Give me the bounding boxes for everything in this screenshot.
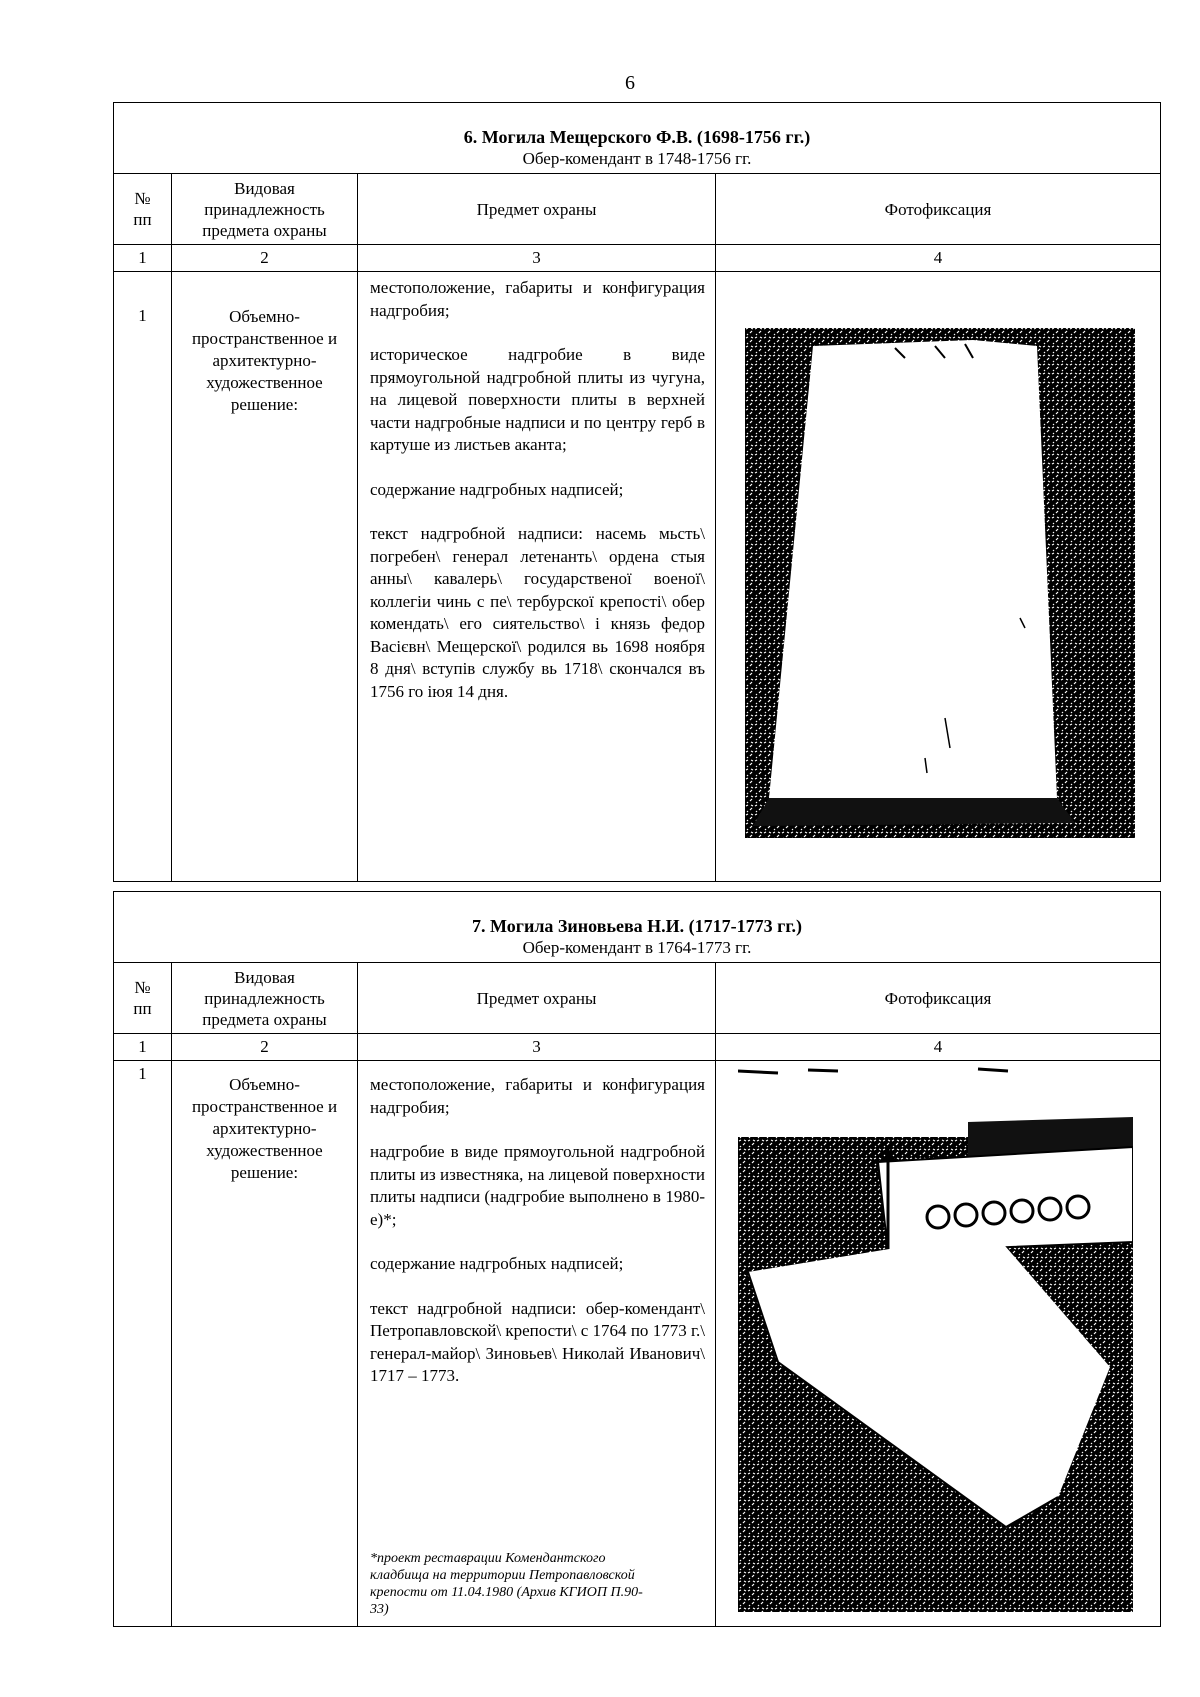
subject-paragraph: местоположение, габариты и конфигурация надгробия; — [370, 1075, 705, 1117]
photo-cell — [716, 272, 1161, 882]
col-header-subject: Предмет охраны — [358, 174, 716, 245]
col-number: 4 — [716, 1034, 1161, 1061]
row-number: 1 — [114, 272, 172, 882]
row-number: 1 — [114, 1061, 172, 1627]
col-number: 4 — [716, 245, 1161, 272]
section-title: 6. Могила Мещерского Ф.В. (1698-1756 гг.) — [463, 127, 811, 147]
section-title: 7. Могила Зиновьева Н.И. (1717-1773 гг.) — [472, 916, 802, 936]
subject-paragraph: местоположение, габариты и конфигурация надгробия; — [370, 278, 705, 320]
col-number: 1 — [114, 1034, 172, 1061]
footnote: *проект реставрации Комендантского кладбища на территории Петропавловской крепости от 11.04.1980 (Архив КГИОП П.90-33) — [370, 1551, 643, 1617]
col-header-kind: Видовая принадлежность предмета охраны — [172, 963, 358, 1034]
col-header-num: № пп — [114, 174, 172, 245]
subject-paragraph: надгробие в виде прямоугольной надгробной плиты из известняка, на лицевой поверхности плиты надписи (надгробие выполнено в 1980-е)*; — [370, 1142, 705, 1229]
subject-paragraph: содержание надгробных надписей; — [370, 479, 624, 499]
col-number: 2 — [172, 245, 358, 272]
col-number: 3 — [358, 245, 716, 272]
grave-photo-image — [738, 1067, 1133, 1612]
protection-subject — [358, 272, 716, 882]
col-number: 2 — [172, 1034, 358, 1061]
grave-table-7 — [113, 891, 1161, 1627]
photo-cell — [716, 1061, 1161, 1627]
subject-paragraph: содержание надгробных надписей; — [370, 1254, 624, 1273]
col-number: 1 — [114, 245, 172, 272]
col-header-subject: Предмет охраны — [358, 963, 716, 1034]
col-header-num: № пп — [114, 963, 172, 1034]
col-header-kind: Видовая принадлежность предмета охраны — [172, 174, 358, 245]
col-number: 3 — [358, 1034, 716, 1061]
col-header-photo: Фотофиксация — [716, 963, 1161, 1034]
section-subtitle: Обер-комендант в 1748-1756 гг. — [522, 149, 752, 168]
section-title-block — [114, 892, 1161, 963]
subject-paragraph: историческое надгробие в виде прямоугольной надгробной плиты из чугуна, на лицевой поверхности плиты в верхней части надгробные надписи и по центру герб в картуше из листьев аканта; — [370, 345, 705, 454]
protection-subject — [358, 1061, 716, 1627]
protection-kind: Объемно-пространственное и архитектурно-художественное решение: — [172, 1061, 358, 1627]
grave-table-6 — [113, 102, 1161, 882]
section-title-block — [114, 103, 1161, 174]
protection-kind: Объемно-пространственное и архитектурно-художественное решение: — [172, 272, 358, 882]
page-number: 6 — [625, 72, 635, 94]
grave-photo-image — [745, 318, 1135, 838]
subject-paragraph: текст надгробной надписи: насемь мьсть\ погребен\ генерал летенанть\ ордена стыя анны\ кавалерь\ государственої военої\ коллегіи чинь с пе\ тербурскої крепості\ обер комендать\ его сиятельство\ і князь федор Васієвн\ Мещерскої\ родился вь 1698 ноября 8 дня\ вступів службу вь 1718\ скончался въ 1756 го іюя 14 дня. — [370, 524, 705, 701]
col-header-photo: Фотофиксация — [716, 174, 1161, 245]
subject-paragraph: текст надгробной надписи: обер-комендант\ Петропавловской\ крепости\ с 1764 по 1773 г.\ генерал-майор\ Зиновьев\ Николай Иванович\ 1717 – 1773. — [370, 1298, 705, 1385]
section-subtitle: Обер-комендант в 1764-1773 гг. — [522, 938, 752, 957]
